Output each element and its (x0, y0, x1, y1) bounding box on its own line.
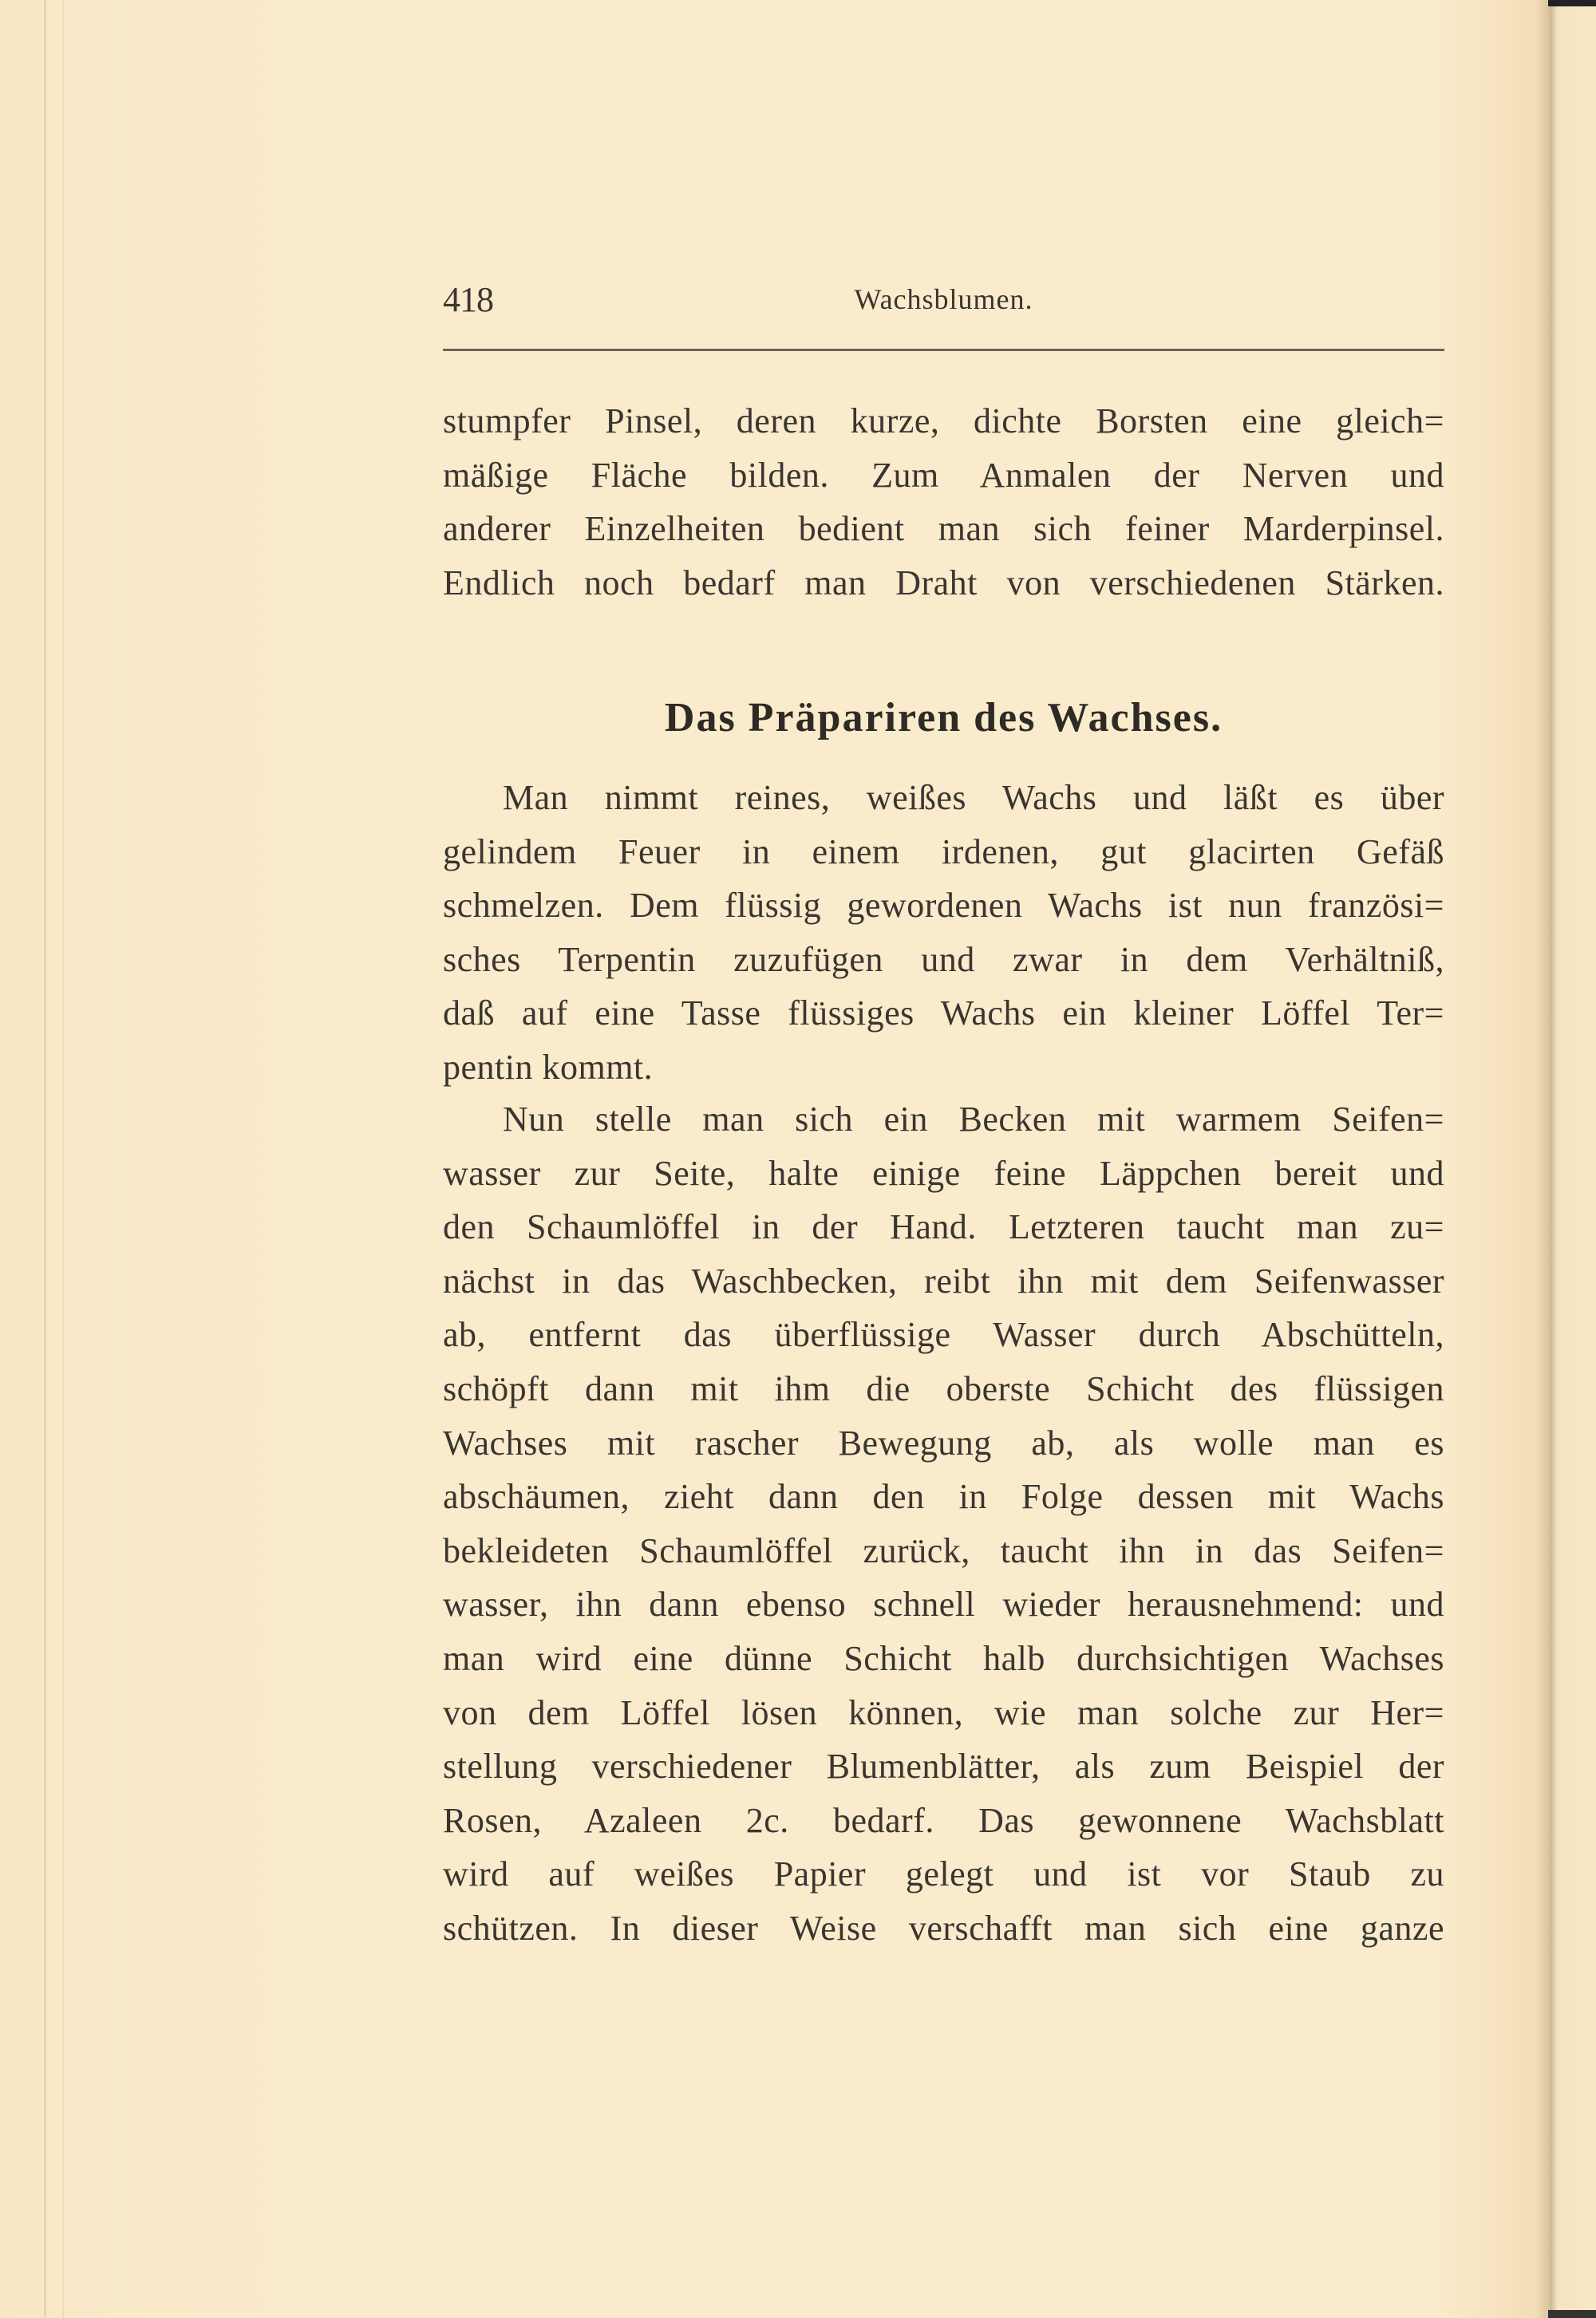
text-line: wasser zur Seite, halte einige feine Läppchen bereit und (443, 1153, 1444, 1193)
text-line: Endlich noch bedarf man Draht von verschiedenen Stärken. (443, 563, 1444, 602)
text-line: von dem Löffel lösen können, wie man solche zur Her= (443, 1692, 1444, 1732)
text-line: nächst in das Waschbecken, reibt ihn mit dem Seifenwasser (443, 1261, 1444, 1301)
text-line: anderer Einzelheiten bedient man sich feiner Marderpinsel. (443, 509, 1444, 549)
page-number: 418 (443, 280, 493, 319)
text-line: Nun stelle man sich ein Becken mit warmem Seifen= (503, 1100, 1444, 1139)
text-line: Wachses mit rascher Bewegung ab, als wolle man es (443, 1423, 1444, 1463)
text-line: man wird eine dünne Schicht halb durchsichtigen Wachses (443, 1639, 1444, 1678)
text-line: schmelzen. Dem flüssig gewordenen Wachs ist nun französi= (443, 886, 1444, 926)
text-line: daß auf eine Tasse flüssiges Wachs ein kleiner Löffel Ter= (443, 993, 1444, 1033)
text-line: schützen. In dieser Weise verschafft man sich eine ganze (443, 1909, 1444, 1948)
page-edge-left (44, 0, 46, 2318)
text-line: bekleideten Schaumlöffel zurück, taucht ihn in das Seifen= (443, 1530, 1444, 1570)
text-line: wasser, ihn dann ebenso schnell wieder herausnehmend: und (443, 1585, 1444, 1625)
header-rule (443, 349, 1444, 351)
running-header (443, 279, 1444, 327)
page-edge-left-inner (62, 0, 64, 2318)
text-line: stumpfer Pinsel, deren kurze, dichte Borsten eine gleich= (443, 401, 1444, 440)
scan-border-bottom (1548, 2310, 1596, 2318)
text-line: Rosen, Azaleen 2c. bedarf. Das gewonnene Wachsblatt (443, 1800, 1444, 1840)
scan-border-top (1548, 0, 1596, 6)
text-line: sches Terpentin zuzufügen und zwar in dem Verhältniß, (443, 939, 1444, 979)
text-line: gelindem Feuer in einem irdenen, gut glacirten Gefäß (443, 831, 1444, 871)
text-line: den Schaumlöffel in der Hand. Letzteren taucht man zu= (443, 1207, 1444, 1247)
text-line: stellung verschiedener Blumenblätter, als zum Beispiel der (443, 1747, 1444, 1787)
text-line: Man nimmt reines, weißes Wachs und läßt es über (503, 778, 1444, 817)
section-heading: Das Präpariren des Wachses. (664, 695, 1223, 740)
text-line: wird auf weißes Papier gelegt und ist vor Staub zu (443, 1854, 1444, 1894)
text-line: pentin kommt. (443, 1048, 654, 1087)
text-line: schöpft dann mit ihm die oberste Schicht des flüssigen (443, 1369, 1444, 1408)
text-line: ab, entfernt das überflüssige Wasser durch Abschütteln, (443, 1315, 1444, 1355)
text-line: mäßige Fläche bilden. Zum Anmalen der Nerven und (443, 455, 1444, 495)
next-page-edge (1550, 0, 1596, 2318)
running-title: Wachsblumen. (854, 283, 1033, 315)
text-line: abschäumen, zieht dann den in Folge dessen mit Wachs (443, 1477, 1444, 1517)
